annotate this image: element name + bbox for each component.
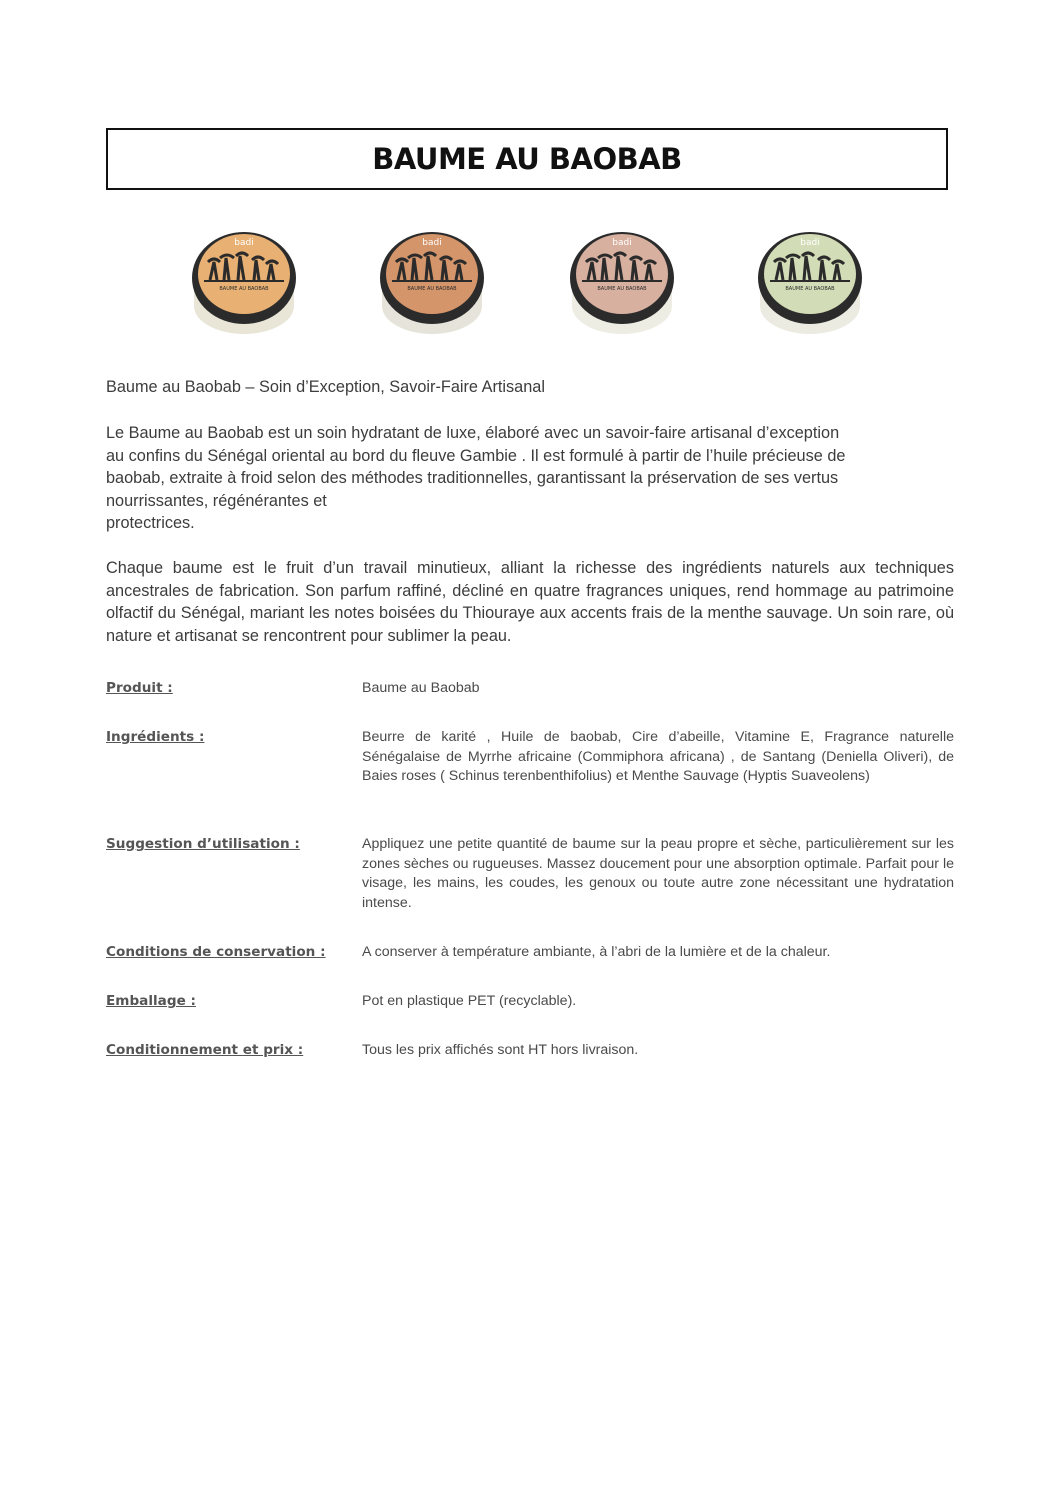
balm-jar-icon xyxy=(568,222,676,338)
description-paragraph-2: Chaque baume est le fruit d’un travail minutieux, alliant la richesse des ingrédients naturels aux techniques ancestrales de fabrication. Son parfum raffiné, décliné en quatre fragrances uniques, rend hommage au patrimoine olfactif du Sénégal, mariant les notes boisées du Thiouraye aux accents frais de la menthe sauvage. Un soin rare, où nature et artisanat se rencontrent pour sublimer la peau. xyxy=(106,559,954,645)
svg-text:BAUME AU BAOBAB: BAUME AU BAOBAB xyxy=(597,286,647,292)
spec-value: Appliquez une petite quantité de baume sur la peau propre et sèche, particulièrement sur les zones sèches ou rugueuses. Massez doucement pour une absorption optimale. Parfait pour le visage, les mains, les coudes, les genoux ou toute autre zone nécessitant une hydratation intense. xyxy=(362,836,954,911)
svg-text:badi: badi xyxy=(800,238,820,248)
jar-image-1 xyxy=(190,222,298,338)
spec-value: A conserver à température ambiante, à l’abri de la lumière et de la chaleur. xyxy=(362,944,831,960)
spec-label: Suggestion d’utilisation : xyxy=(106,836,300,852)
title-box xyxy=(106,128,948,190)
spec-value: Beurre de karité , Huile de baobab, Cire d’abeille, Vitamine E, Fragrance naturelle Sénégalaise de Myrrhe africaine (Commiphora africana) , de Santang (Deniella Oliveri), de Baies roses ( Schinus terenbenthifolius) et Menthe Sauvage (Hyptis Suaveolens) xyxy=(362,729,954,784)
spec-label: Emballage : xyxy=(106,993,196,1009)
intro-heading: Baume au Baobab – Soin d’Exception, Savoir-Faire Artisanal xyxy=(106,378,545,396)
para1-line: protectrices. xyxy=(106,514,195,533)
para1-line: au confins du Sénégal oriental au bord du fleuve Gambie . Il est formulé à partir de l’huile précieuse de xyxy=(106,446,846,465)
balm-jar-icon xyxy=(190,222,298,338)
svg-text:BAUME AU BAOBAB: BAUME AU BAOBAB xyxy=(785,286,835,292)
svg-text:BAUME AU BAOBAB: BAUME AU BAOBAB xyxy=(407,286,457,292)
svg-text:badi: badi xyxy=(422,238,442,248)
jar-image-2 xyxy=(378,222,486,338)
svg-text:BAUME AU BAOBAB: BAUME AU BAOBAB xyxy=(219,286,269,292)
jar-image-3 xyxy=(568,222,676,338)
page-title: BAUME AU BAOBAB xyxy=(372,142,682,176)
description-paragraph-1 xyxy=(106,422,954,535)
spec-value: Tous les prix affichés sont HT hors livraison. xyxy=(362,1042,639,1058)
spec-value: Pot en plastique PET (recyclable). xyxy=(362,993,577,1009)
svg-text:badi: badi xyxy=(612,238,632,248)
svg-text:badi: badi xyxy=(234,238,254,248)
spec-label: Produit : xyxy=(106,680,173,696)
para1-line: nourrissantes, régénérantes et xyxy=(106,491,327,510)
balm-jar-icon xyxy=(756,222,864,338)
jar-image-4 xyxy=(756,222,864,338)
spec-value: Baume au Baobab xyxy=(362,680,480,696)
para1-line: baobab, extraite à froid selon des méthodes traditionnelles, garantissant la préservation de ses vertus xyxy=(106,469,839,488)
product-images xyxy=(106,210,952,340)
spec-label: Ingrédients : xyxy=(106,729,205,745)
spec-label: Conditionnement et prix : xyxy=(106,1042,304,1058)
balm-jar-icon xyxy=(378,222,486,338)
para1-line: Le Baume au Baobab est un soin hydratant de luxe, élaboré avec un savoir-faire artisanal d’exception xyxy=(106,424,840,442)
spec-label: Conditions de conservation : xyxy=(106,944,326,960)
